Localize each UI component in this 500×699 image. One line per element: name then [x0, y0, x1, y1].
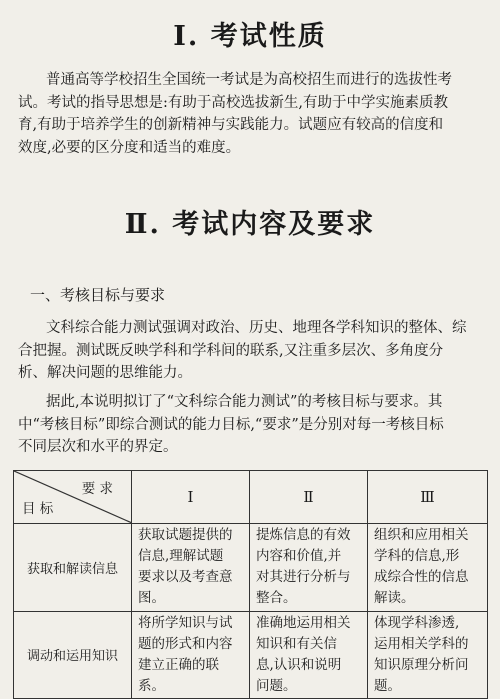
- cell-line: 知识原理分析问: [374, 656, 469, 673]
- cell-line: 题。: [374, 677, 401, 694]
- paragraph-line: 效度,必要的区分度和适当的难度。: [18, 139, 241, 156]
- section1-heading: Ⅰ. 考试性质: [173, 21, 327, 52]
- section1-paragraph: [18, 69, 484, 159]
- row-target-label: 调动和运用知识: [14, 611, 132, 699]
- level-header-1: Ⅰ: [132, 471, 250, 524]
- table-cell: [250, 611, 368, 699]
- section2-paragraph-1: [18, 317, 484, 385]
- cell-line: 体现学科渗透,: [374, 614, 460, 631]
- paragraph-line: 文科综合能力测试强调对政治、历史、地理各学科知识的整体、综: [46, 320, 467, 336]
- paragraph-line: 育,有助于培养学生的创新精神与实践能力。试题应有较高的信度和: [18, 117, 444, 133]
- cell-line: 整合。: [256, 590, 297, 607]
- paragraph-line: 据此,本说明拟订了“文科综合能力测试”的考核目标与要求。其: [46, 394, 443, 410]
- cell-line: 信息,理解试题: [138, 548, 224, 565]
- cell-line: 要求以及考查意: [138, 569, 233, 586]
- paragraph-line: 不同层次和水平的界定。: [18, 439, 178, 455]
- corner-requirement-label: 要 求: [81, 481, 113, 497]
- cell-line: 题的形式和内容: [138, 635, 233, 652]
- section2-subheading: 一、考核目标与要求: [30, 286, 166, 304]
- level-header-3: Ⅲ: [368, 471, 488, 524]
- cell-line: 提炼信息的有效: [256, 527, 351, 544]
- cell-line: 内容和价值,并: [256, 548, 342, 565]
- table-cell: [132, 524, 250, 612]
- table-header-row: [14, 471, 488, 524]
- section2-heading: Ⅱ. 考试内容及要求: [124, 209, 376, 240]
- section2-paragraph-2: [18, 391, 484, 459]
- requirements-table: [13, 470, 488, 699]
- cell-line: 对其进行分析与: [256, 569, 351, 586]
- cell-line: 建立正确的联: [138, 656, 219, 673]
- corner-target-label: 目 标: [22, 501, 54, 517]
- paragraph-line: 普通高等学校招生全国统一考试是为高校招生而进行的选拔性考: [46, 72, 452, 88]
- table-row: [14, 524, 488, 612]
- table-cell: [132, 611, 250, 699]
- table-cell: [368, 524, 488, 612]
- cell-line: 图。: [138, 590, 165, 607]
- cell-line: 系。: [138, 677, 165, 694]
- cell-line: 将所学知识与试: [138, 614, 233, 631]
- cell-line: 学科的信息,形: [374, 548, 460, 565]
- cell-line: 准确地运用相关: [256, 614, 351, 631]
- cell-line: 运用相关学科的: [374, 635, 469, 652]
- cell-line: 息,认识和说明: [256, 656, 342, 673]
- level-header-2: Ⅱ: [250, 471, 368, 524]
- cell-line: 成综合性的信息: [374, 569, 469, 586]
- paragraph-line: 试。考试的指导思想是:有助于高校选拔新生,有助于中学实施素质教: [18, 94, 448, 111]
- table-row: [14, 611, 488, 699]
- paragraph-line: 中“考核目标”即综合测试的能力目标,“要求”是分别对每一考核目标: [18, 416, 444, 433]
- cell-line: 组织和应用相关: [374, 527, 469, 544]
- cell-line: 知识和有关信: [256, 635, 337, 652]
- cell-line: 获取试题提供的: [138, 527, 233, 544]
- paragraph-line: 合把握。测试既反映学科和学科间的联系,又注重多层次、多角度分: [18, 342, 444, 359]
- paragraph-line: 析、解决问题的思维能力。: [18, 365, 192, 381]
- cell-line: 问题。: [256, 677, 297, 694]
- table-cell: [250, 524, 368, 612]
- table-corner-cell: [14, 471, 132, 524]
- table-cell: [368, 611, 488, 699]
- row-target-label: 获取和解读信息: [14, 524, 132, 612]
- cell-line: 解读。: [374, 590, 415, 607]
